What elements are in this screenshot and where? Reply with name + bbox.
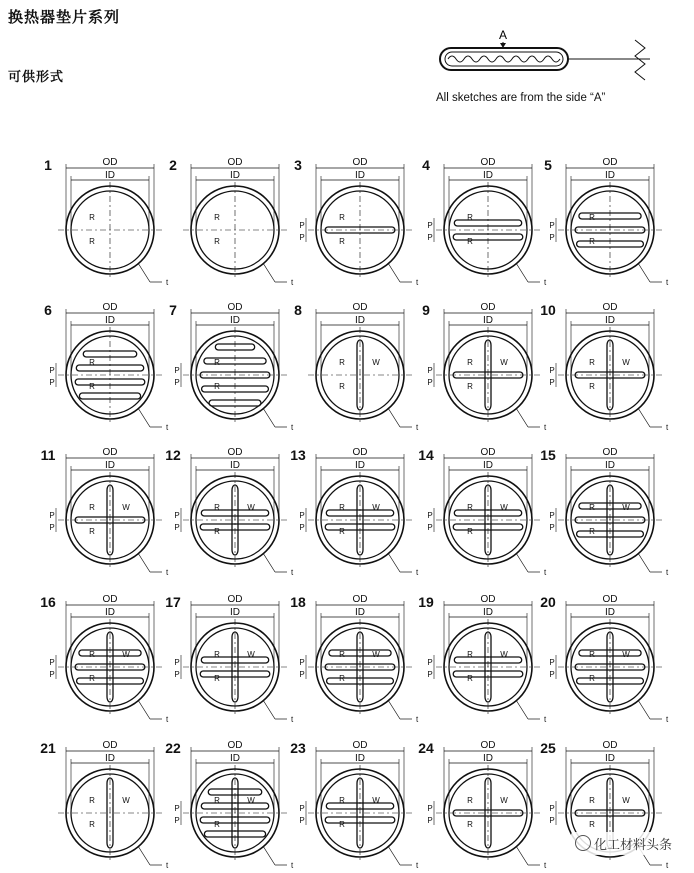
r-label: R (467, 382, 473, 391)
od-label: OD (480, 447, 496, 458)
p-label: P (174, 670, 180, 679)
id-label: ID (605, 315, 615, 326)
watermark (571, 832, 676, 855)
p-label: P (174, 523, 180, 532)
t-label: t (416, 568, 419, 577)
od-label: OD (602, 594, 618, 605)
r-label: R (89, 213, 95, 222)
r-label: R (89, 650, 95, 659)
r-label: R (89, 358, 95, 367)
r-label: R (339, 358, 345, 367)
sketch-number: 16 (40, 594, 56, 610)
r-label: R (339, 650, 345, 659)
od-label: OD (102, 157, 118, 168)
p-label: P (427, 816, 433, 825)
w-label: W (122, 796, 130, 805)
t-label: t (166, 715, 169, 724)
p-label: P (174, 804, 180, 813)
w-label: W (372, 650, 380, 659)
p-label: P (49, 511, 55, 520)
t-label: t (416, 278, 419, 287)
od-label: OD (602, 740, 618, 751)
id-label: ID (355, 170, 365, 181)
od-label: OD (102, 302, 118, 313)
p-label: P (549, 670, 555, 679)
t-label: t (666, 423, 669, 432)
r-label: R (467, 358, 473, 367)
gasket-sketch-6 (44, 302, 169, 432)
p-label: P (549, 658, 555, 667)
p-label: P (299, 658, 305, 667)
r-label: R (589, 213, 595, 222)
sketch-number: 14 (418, 447, 434, 463)
r-label: R (467, 796, 473, 805)
w-label: W (122, 503, 130, 512)
od-label: OD (602, 302, 618, 313)
r-label: R (589, 358, 595, 367)
sketch-number: 21 (40, 740, 56, 756)
t-label: t (666, 715, 669, 724)
w-label: W (122, 650, 130, 659)
p-label: P (549, 523, 555, 532)
gasket-sketch-16 (40, 594, 169, 724)
r-label: R (89, 796, 95, 805)
id-label: ID (230, 315, 240, 326)
gasket-sketch-18 (290, 594, 419, 724)
od-label: OD (352, 447, 368, 458)
p-label: P (49, 366, 55, 375)
r-label: R (89, 820, 95, 829)
watermark-logo-icon (575, 835, 591, 851)
r-label: R (214, 213, 220, 222)
gasket-sketch-24 (418, 740, 547, 870)
gasket-sketch-7 (169, 302, 294, 432)
gasket-sketch-2 (169, 157, 294, 287)
p-label: P (549, 816, 555, 825)
r-label: R (339, 237, 345, 246)
sketch-number: 25 (540, 740, 556, 756)
id-label: ID (483, 607, 493, 618)
od-label: OD (602, 447, 618, 458)
t-label: t (666, 568, 669, 577)
r-label: R (467, 820, 473, 829)
r-label: R (339, 382, 345, 391)
gasket-sketch-1 (44, 157, 169, 287)
p-label: P (549, 378, 555, 387)
r-label: R (467, 503, 473, 512)
sketch-number: 24 (418, 740, 434, 756)
id-label: ID (230, 460, 240, 471)
r-label: R (589, 527, 595, 536)
t-label: t (544, 861, 547, 870)
r-label: R (589, 503, 595, 512)
p-label: P (427, 378, 433, 387)
w-label: W (500, 358, 508, 367)
od-label: OD (480, 594, 496, 605)
p-label: P (427, 804, 433, 813)
sketch-grid (0, 140, 694, 870)
r-label: R (339, 820, 345, 829)
r-label: R (339, 796, 345, 805)
od-label: OD (352, 302, 368, 313)
sketch-number: 20 (540, 594, 556, 610)
r-label: R (339, 213, 345, 222)
p-label: P (549, 233, 555, 242)
sketch-number: 23 (290, 740, 306, 756)
t-label: t (166, 278, 169, 287)
r-label: R (467, 527, 473, 536)
side-note: All sketches are from the side “A” (436, 92, 606, 104)
sketch-number: 7 (169, 302, 177, 318)
sketch-number: 9 (422, 302, 430, 318)
t-label: t (166, 861, 169, 870)
t-label: t (666, 861, 669, 870)
r-label: R (214, 237, 220, 246)
p-label: P (549, 221, 555, 230)
t-label: t (666, 278, 669, 287)
sketch-number: 6 (44, 302, 52, 318)
p-label: P (427, 658, 433, 667)
p-label: P (49, 658, 55, 667)
gasket-sketch-11 (41, 447, 169, 577)
r-label: R (467, 650, 473, 659)
id-label: ID (605, 170, 615, 181)
p-label: P (427, 366, 433, 375)
gasket-sketch-13 (290, 447, 419, 577)
od-label: OD (102, 740, 118, 751)
id-label: ID (105, 460, 115, 471)
od-label: OD (102, 447, 118, 458)
od-label: OD (480, 302, 496, 313)
od-label: OD (352, 594, 368, 605)
od-label: OD (480, 157, 496, 168)
r-label: R (89, 237, 95, 246)
w-label: W (622, 503, 630, 512)
od-label: OD (352, 740, 368, 751)
r-label: R (89, 503, 95, 512)
gasket-sketch-9 (422, 302, 547, 432)
od-label: OD (227, 157, 243, 168)
r-label: R (467, 237, 473, 246)
w-label: W (247, 503, 255, 512)
r-label: R (89, 382, 95, 391)
t-label: t (416, 423, 419, 432)
p-label: P (49, 378, 55, 387)
w-label: W (247, 650, 255, 659)
p-label: P (299, 816, 305, 825)
r-label: R (339, 503, 345, 512)
gasket-sketch-14 (418, 447, 547, 577)
p-label: P (427, 511, 433, 520)
gasket-sketch-22 (165, 740, 294, 870)
od-label: OD (227, 302, 243, 313)
id-label: ID (230, 170, 240, 181)
p-label: P (174, 378, 180, 387)
t-label: t (544, 568, 547, 577)
sketch-number: 3 (294, 157, 302, 173)
t-label: t (291, 715, 294, 724)
p-label: P (49, 670, 55, 679)
sketch-number: 4 (422, 157, 430, 173)
gasket-sketch-5 (544, 157, 669, 287)
r-label: R (214, 650, 220, 659)
r-label: R (589, 382, 595, 391)
sketch-number: 15 (540, 447, 556, 463)
gasket-sketch-17 (165, 594, 294, 724)
id-label: ID (483, 460, 493, 471)
w-label: W (372, 358, 380, 367)
sketch-number: 18 (290, 594, 306, 610)
p-label: P (299, 221, 305, 230)
id-label: ID (230, 607, 240, 618)
sketch-number: 1 (44, 157, 52, 173)
w-label: W (372, 503, 380, 512)
p-label: P (174, 366, 180, 375)
p-label: P (174, 816, 180, 825)
r-label: R (589, 820, 595, 829)
id-label: ID (355, 315, 365, 326)
od-label: OD (352, 157, 368, 168)
gasket-sketch-10 (540, 302, 669, 432)
od-label: OD (602, 157, 618, 168)
gasket-sketch-12 (165, 447, 294, 577)
p-label: P (299, 511, 305, 520)
w-label: W (500, 650, 508, 659)
sketch-number: 5 (544, 157, 552, 173)
sketch-number: 11 (40, 447, 56, 463)
r-label: R (214, 820, 220, 829)
gasket-sketch-4 (422, 157, 547, 287)
t-label: t (544, 278, 547, 287)
id-label: ID (355, 607, 365, 618)
od-label: OD (102, 594, 118, 605)
t-label: t (291, 278, 294, 287)
t-label: t (166, 423, 169, 432)
t-label: t (291, 423, 294, 432)
r-label: R (467, 674, 473, 683)
gasket-sketch-3 (294, 157, 419, 287)
gasket-sketch-19 (418, 594, 547, 724)
sketch-number: 8 (294, 302, 302, 318)
w-label: W (247, 796, 255, 805)
r-label: R (467, 213, 473, 222)
id-label: ID (230, 753, 240, 764)
r-label: R (339, 527, 345, 536)
r-label: R (214, 382, 220, 391)
r-label: R (589, 650, 595, 659)
id-label: ID (355, 460, 365, 471)
p-label: P (174, 511, 180, 520)
w-label: W (500, 503, 508, 512)
p-label: P (427, 670, 433, 679)
sketch-number: 13 (290, 447, 306, 463)
r-label: R (339, 674, 345, 683)
p-label: P (427, 233, 433, 242)
t-label: t (291, 861, 294, 870)
side-view-label: A (498, 28, 508, 42)
p-label: P (427, 523, 433, 532)
page-subtitle: 可供形式 (8, 70, 65, 85)
gasket-sketch-23 (290, 740, 419, 870)
gasket-sketch-15 (540, 447, 669, 577)
gasket-sketch-21 (40, 740, 169, 870)
od-label: OD (227, 447, 243, 458)
r-label: R (214, 503, 220, 512)
sketch-number: 19 (418, 594, 434, 610)
sketch-number: 17 (165, 594, 181, 610)
r-label: R (89, 527, 95, 536)
t-label: t (166, 568, 169, 577)
w-label: W (622, 650, 630, 659)
p-label: P (299, 523, 305, 532)
id-label: ID (355, 753, 365, 764)
p-label: P (549, 804, 555, 813)
gasket-sketch-8 (294, 302, 419, 432)
id-label: ID (105, 753, 115, 764)
id-label: ID (483, 170, 493, 181)
sketch-number: 22 (165, 740, 181, 756)
p-label: P (49, 523, 55, 532)
w-label: W (622, 796, 630, 805)
id-label: ID (483, 315, 493, 326)
page-title: 换热器垫片系列 (8, 8, 121, 26)
id-label: ID (605, 607, 615, 618)
p-label: P (299, 670, 305, 679)
r-label: R (589, 796, 595, 805)
p-label: P (549, 366, 555, 375)
t-label: t (416, 861, 419, 870)
sketch-number: 10 (540, 302, 556, 318)
r-label: R (89, 674, 95, 683)
id-label: ID (105, 315, 115, 326)
r-label: R (214, 527, 220, 536)
r-label: R (589, 237, 595, 246)
od-label: OD (227, 594, 243, 605)
r-label: R (214, 358, 220, 367)
p-label: P (427, 221, 433, 230)
id-label: ID (605, 753, 615, 764)
w-label: W (500, 796, 508, 805)
t-label: t (544, 423, 547, 432)
watermark-text: 化工材料头条 (593, 838, 672, 853)
id-label: ID (605, 460, 615, 471)
t-label: t (416, 715, 419, 724)
id-label: ID (105, 607, 115, 618)
p-label: P (549, 511, 555, 520)
id-label: ID (105, 170, 115, 181)
p-label: P (299, 233, 305, 242)
od-label: OD (227, 740, 243, 751)
t-label: t (544, 715, 547, 724)
w-label: W (372, 796, 380, 805)
gasket-sketch-20 (540, 594, 669, 724)
side-view-sketch (430, 28, 670, 90)
w-label: W (622, 358, 630, 367)
r-label: R (214, 674, 220, 683)
sketch-number: 2 (169, 157, 177, 173)
id-label: ID (483, 753, 493, 764)
sketch-number: 12 (165, 447, 181, 463)
t-label: t (291, 568, 294, 577)
r-label: R (214, 796, 220, 805)
p-label: P (174, 658, 180, 667)
r-label: R (589, 674, 595, 683)
od-label: OD (480, 740, 496, 751)
p-label: P (299, 804, 305, 813)
